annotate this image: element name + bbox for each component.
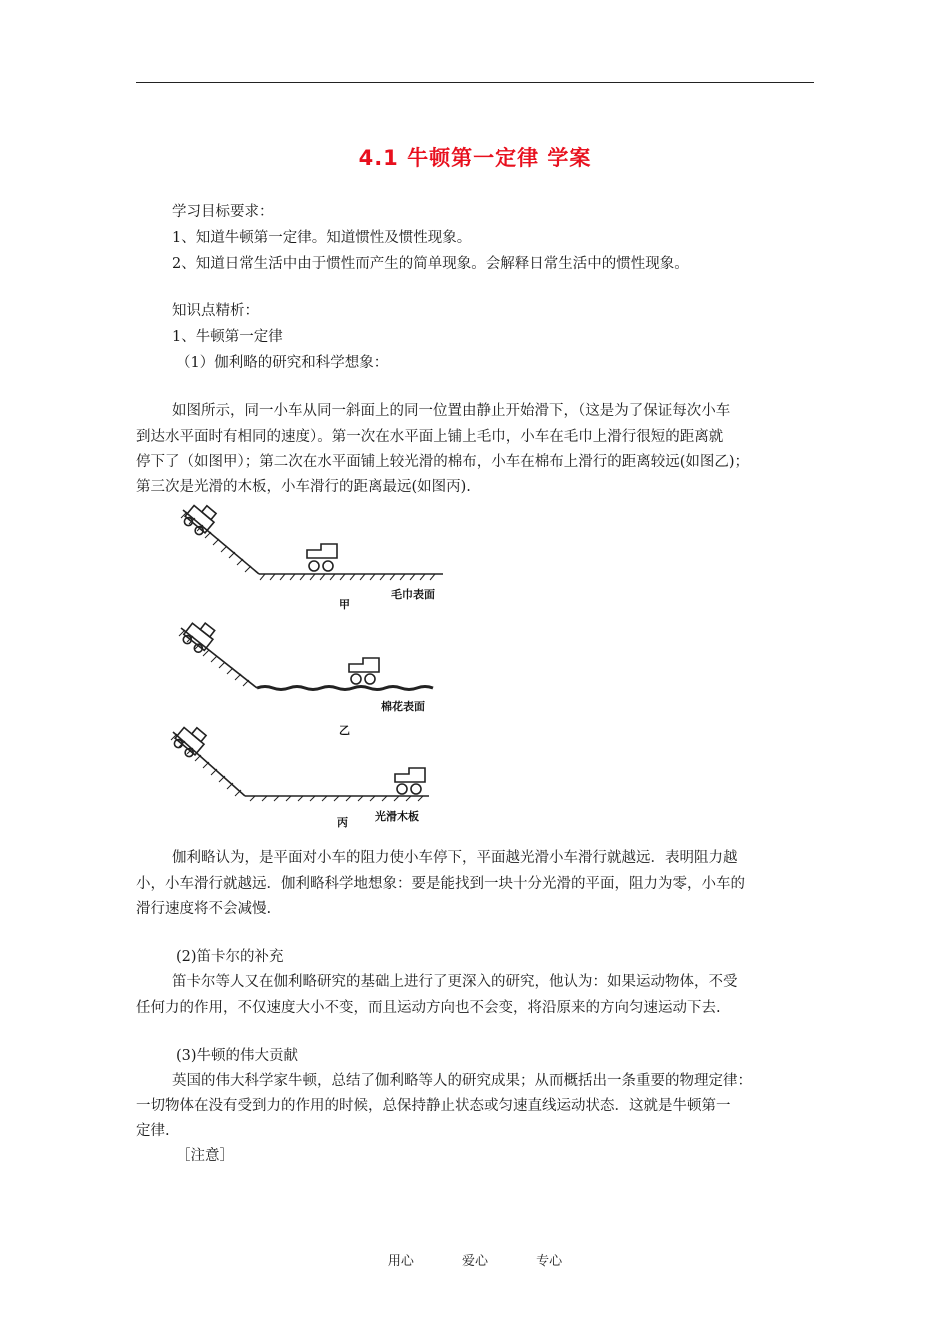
panel-label: 乙 <box>339 724 350 737</box>
paragraph-line: 如图所示，同一小车从同一斜面上的同一位置由静止开始滑下，（这是为了保证每次小车 <box>172 403 731 419</box>
note-label: ［注意］ <box>176 1148 234 1164</box>
knowledge-heading: 知识点精析： <box>172 303 259 319</box>
paragraph-line: 小，小车滑行就越远．伽利略科学地想象：要是能找到一块十分光滑的平面，阻力为零，小车的 <box>136 876 745 892</box>
paragraph-line: 第三次是光滑的木板，小车滑行的距离最远(如图丙). <box>136 479 471 495</box>
subsection-heading: (2)笛卡尔的补充 <box>176 949 284 965</box>
paragraph-line: 任何力的作用，不仅速度大小不变，而且运动方向也不会变，将沿原来的方向匀速运动下去. <box>136 1000 721 1016</box>
panel-towel <box>181 499 443 580</box>
objectives-heading: 学习目标要求： <box>172 204 274 220</box>
footer-item: 爱心 <box>461 1254 488 1269</box>
panel-label: 丙 <box>337 816 348 829</box>
paragraph-line: 停下了（如图甲）；第二次在水平面铺上较光滑的棉布，小车在棉布上滑行的距离较远(如图乙)； <box>136 454 750 470</box>
footer-item: 专心 <box>536 1254 563 1269</box>
section-heading: 1、牛顿第一定律 <box>172 329 283 345</box>
paragraph-line: 滑行速度将不会减慢. <box>136 901 272 917</box>
footer-item: 用心 <box>387 1254 414 1269</box>
subsection-heading: (3)牛顿的伟大贡献 <box>176 1048 299 1064</box>
header-rule <box>136 82 814 83</box>
paragraph-line: 定律. <box>136 1123 170 1139</box>
panel-wood <box>171 721 429 801</box>
panel-label: 甲 <box>339 598 350 611</box>
subsection-heading: （1）伽利略的研究和科学想象： <box>176 355 389 371</box>
page-footer <box>0 1250 950 1269</box>
objective-item: 1、知道牛顿第一定律。知道惯性及惯性现象。 <box>172 230 472 246</box>
surface-label: 毛巾表面 <box>391 588 435 601</box>
paragraph-line: 笛卡尔等人又在伽利略研究的基础上进行了更深入的研究，他认为：如果运动物体，不受 <box>172 974 738 990</box>
paragraph-line: 伽利略认为，是平面对小车的阻力使小车停下，平面越光滑小车滑行就越远．表明阻力越 <box>172 850 738 866</box>
paragraph-line: 英国的伟大科学家牛顿，总结了伽利略等人的研究成果；从而概括出一条重要的物理定律： <box>172 1073 752 1089</box>
page-title: 4.1 牛顿第一定律 学案 <box>358 146 592 170</box>
paragraph-line: 一切物体在没有受到力的作用的时候，总保持静止状态或匀速直线运动状态．这就是牛顿第一 <box>136 1098 731 1114</box>
panel-cotton <box>179 617 433 689</box>
surface-label: 光滑木板 <box>375 810 419 823</box>
surface-label: 棉花表面 <box>381 700 425 713</box>
incline-experiment-figure <box>165 498 455 838</box>
objective-item: 2、知道日常生活中由于惯性而产生的简单现象。会解释日常生活中的惯性现象。 <box>172 256 689 272</box>
paragraph-line: 到达水平面时有相同的速度）。第一次在水平面上铺上毛巾，小车在毛巾上滑行很短的距离就 <box>136 429 724 445</box>
